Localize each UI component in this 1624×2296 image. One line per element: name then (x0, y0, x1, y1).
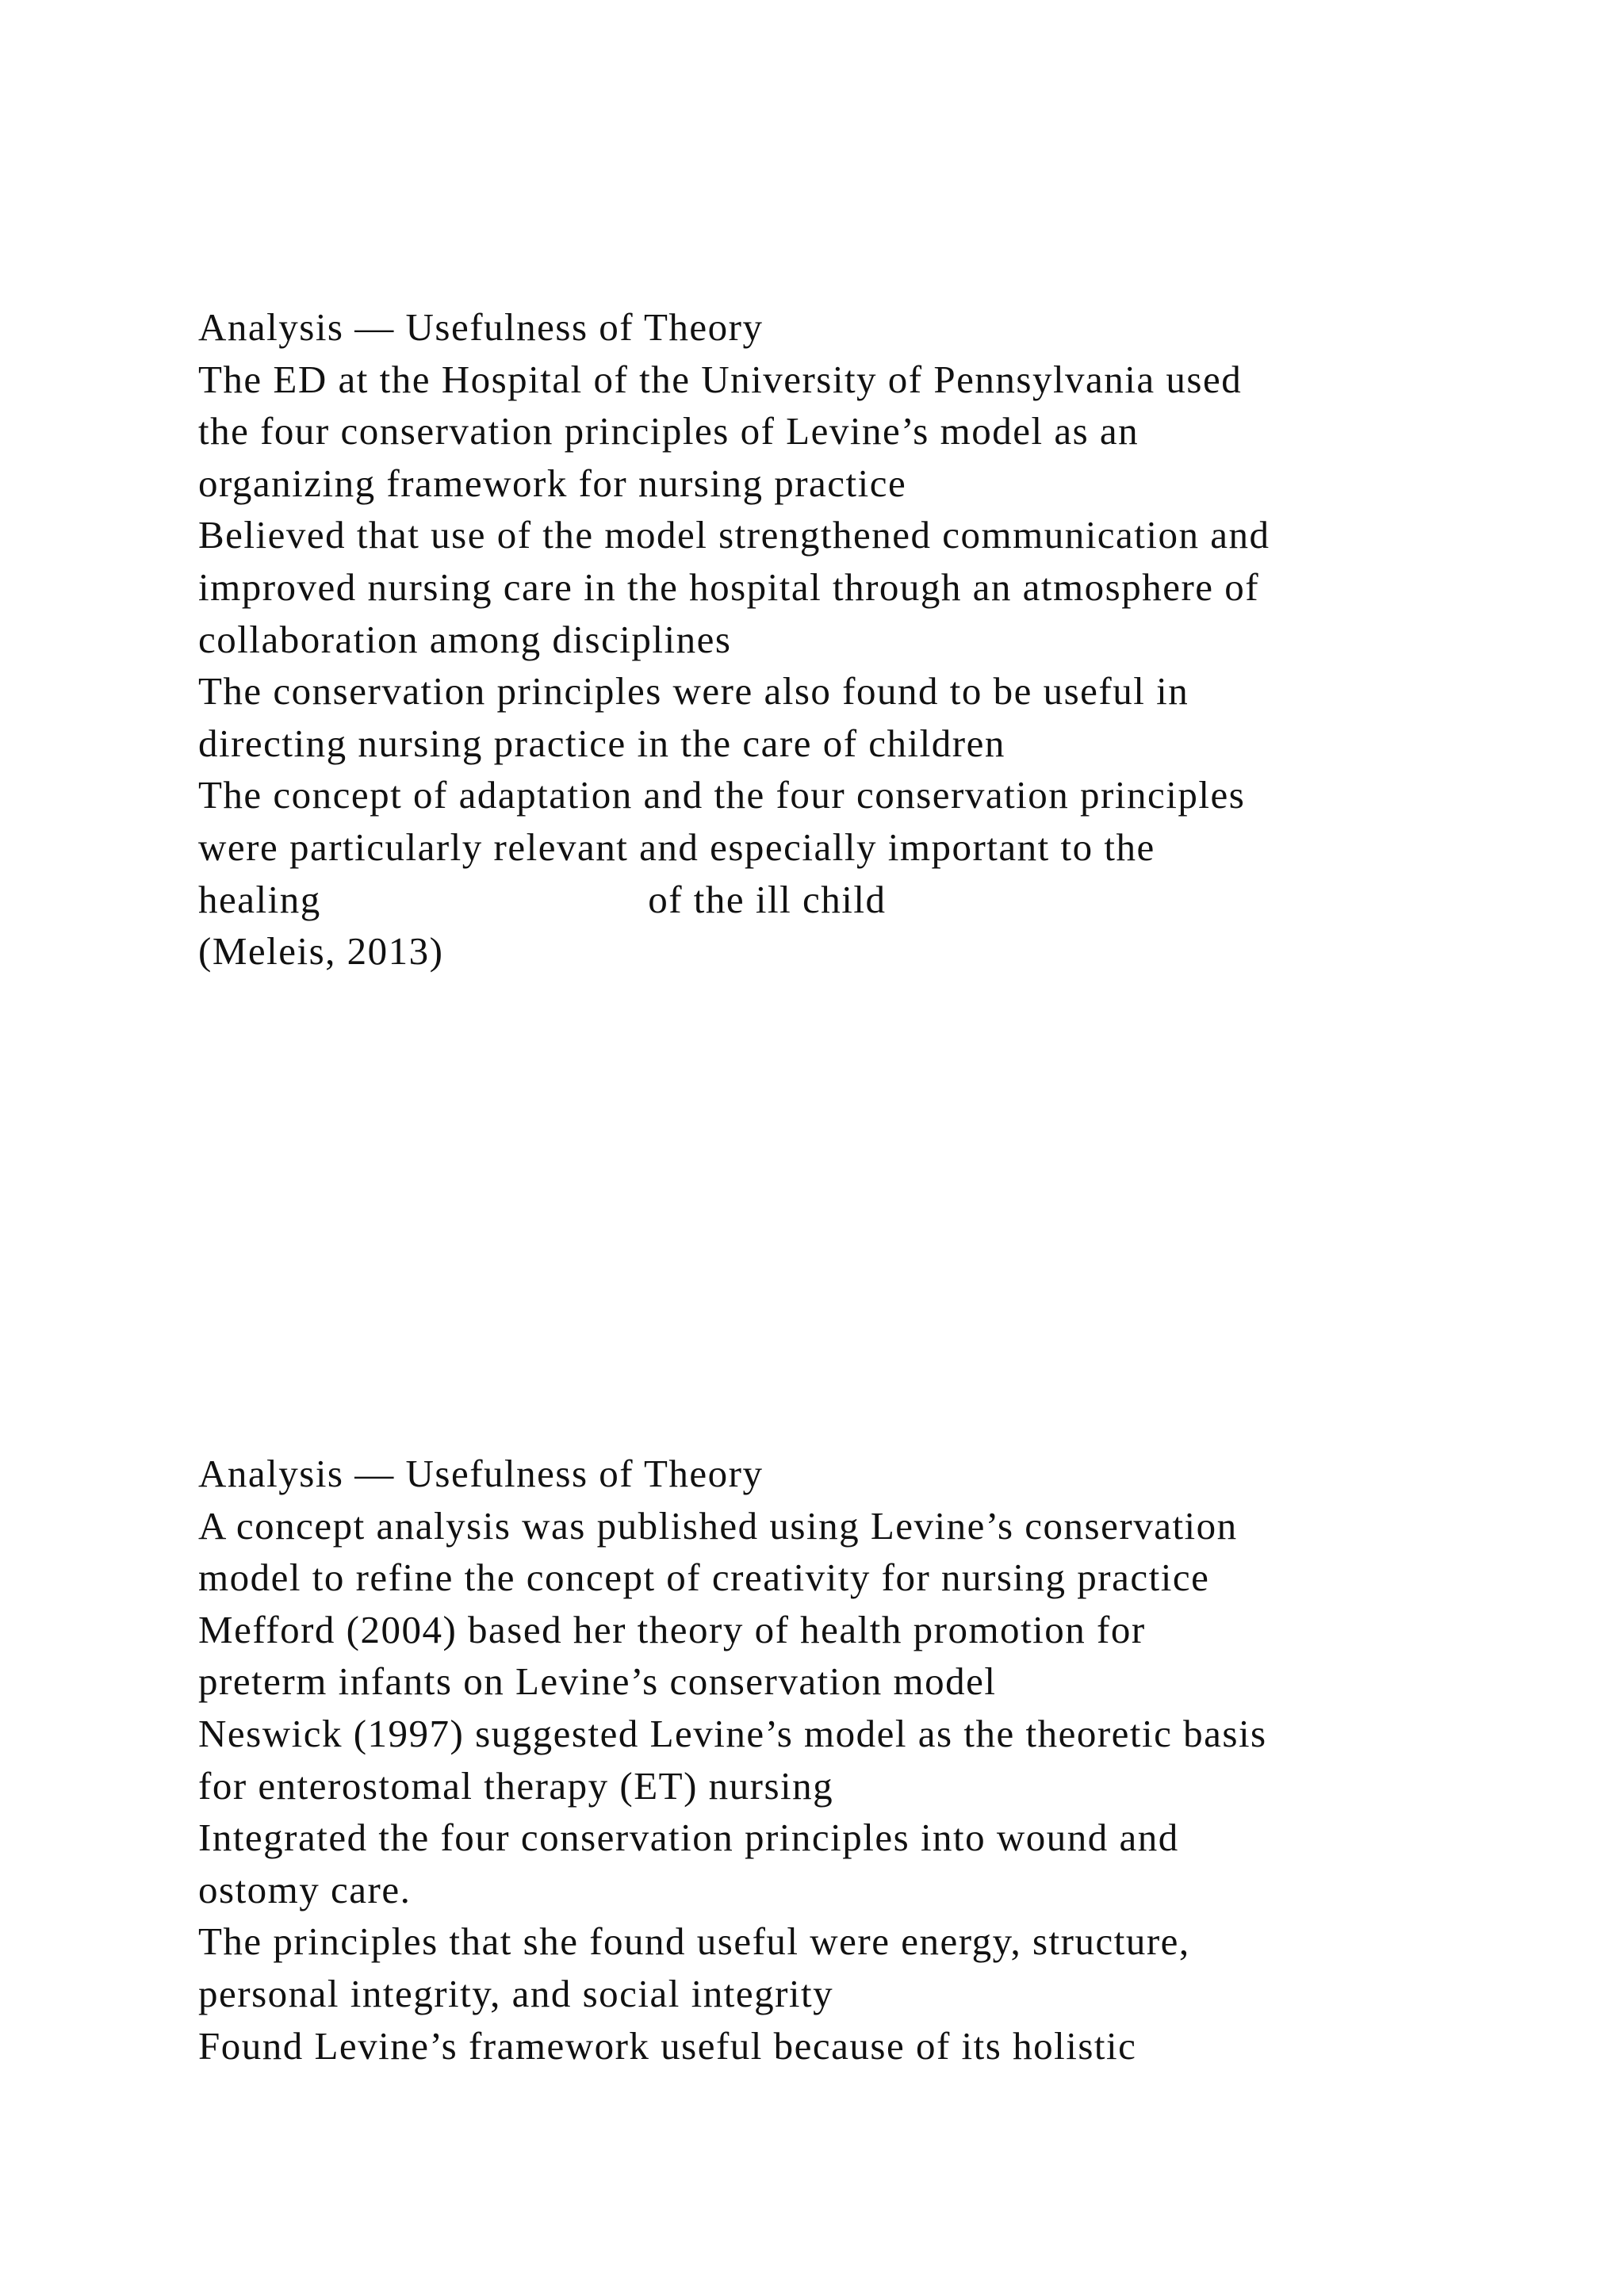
text-line: Believed that use of the model strengthened communication and (198, 513, 1270, 557)
text-block-1 (198, 301, 1546, 978)
section-heading: Analysis — Usefulness of Theory (198, 305, 764, 349)
text-line: preterm infants on Levine’s conservation model (198, 1659, 997, 1704)
section-heading: Analysis — Usefulness of Theory (198, 1452, 764, 1495)
text-line: improved nursing care in the hospital through an atmosphere of (198, 564, 1260, 609)
text-line: model to refine the concept of creativity for nursing practice (198, 1556, 1210, 1600)
text-line: were particularly relevant and especially important to the (198, 825, 1155, 869)
text-line: organizing framework for nursing practice (198, 461, 907, 505)
text-line: Neswick (1997) suggested Levine’s model as the theoretic basis (198, 1711, 1267, 1755)
text-line: personal integrity, and social integrity (198, 1971, 834, 2015)
text-line: Mefford (2004) based her theory of health promotion for (198, 1607, 1146, 1651)
text-line: The principles that she found useful were energy, structure, (198, 1919, 1190, 1964)
text-line: healing of the ill child (198, 877, 887, 921)
text-line: the four conservation principles of Levine’s model as an (198, 409, 1139, 453)
text-line: The concept of adaptation and the four conservation principles (198, 773, 1246, 817)
text-line: collaboration among disciplines (198, 617, 732, 661)
text-line: ostomy care. (198, 1867, 412, 1911)
text-line: for enterostomal therapy (ET) nursing (198, 1763, 834, 1808)
text-line: The ED at the Hospital of the University of Pennsylvania used (198, 357, 1243, 401)
text-line: Integrated the four conservation principles into wound and (198, 1816, 1179, 1860)
text-line: Found Levine’s framework useful because of its holistic (198, 2023, 1137, 2068)
text-line: The conservation principles were also found to be useful in (198, 669, 1189, 714)
text-block-2 (198, 1448, 1546, 2072)
text-line: directing nursing practice in the care of children (198, 721, 1005, 765)
text-line: A concept analysis was published using Levine’s conservation (198, 1503, 1238, 1548)
citation: (Meleis, 2013) (198, 929, 444, 974)
